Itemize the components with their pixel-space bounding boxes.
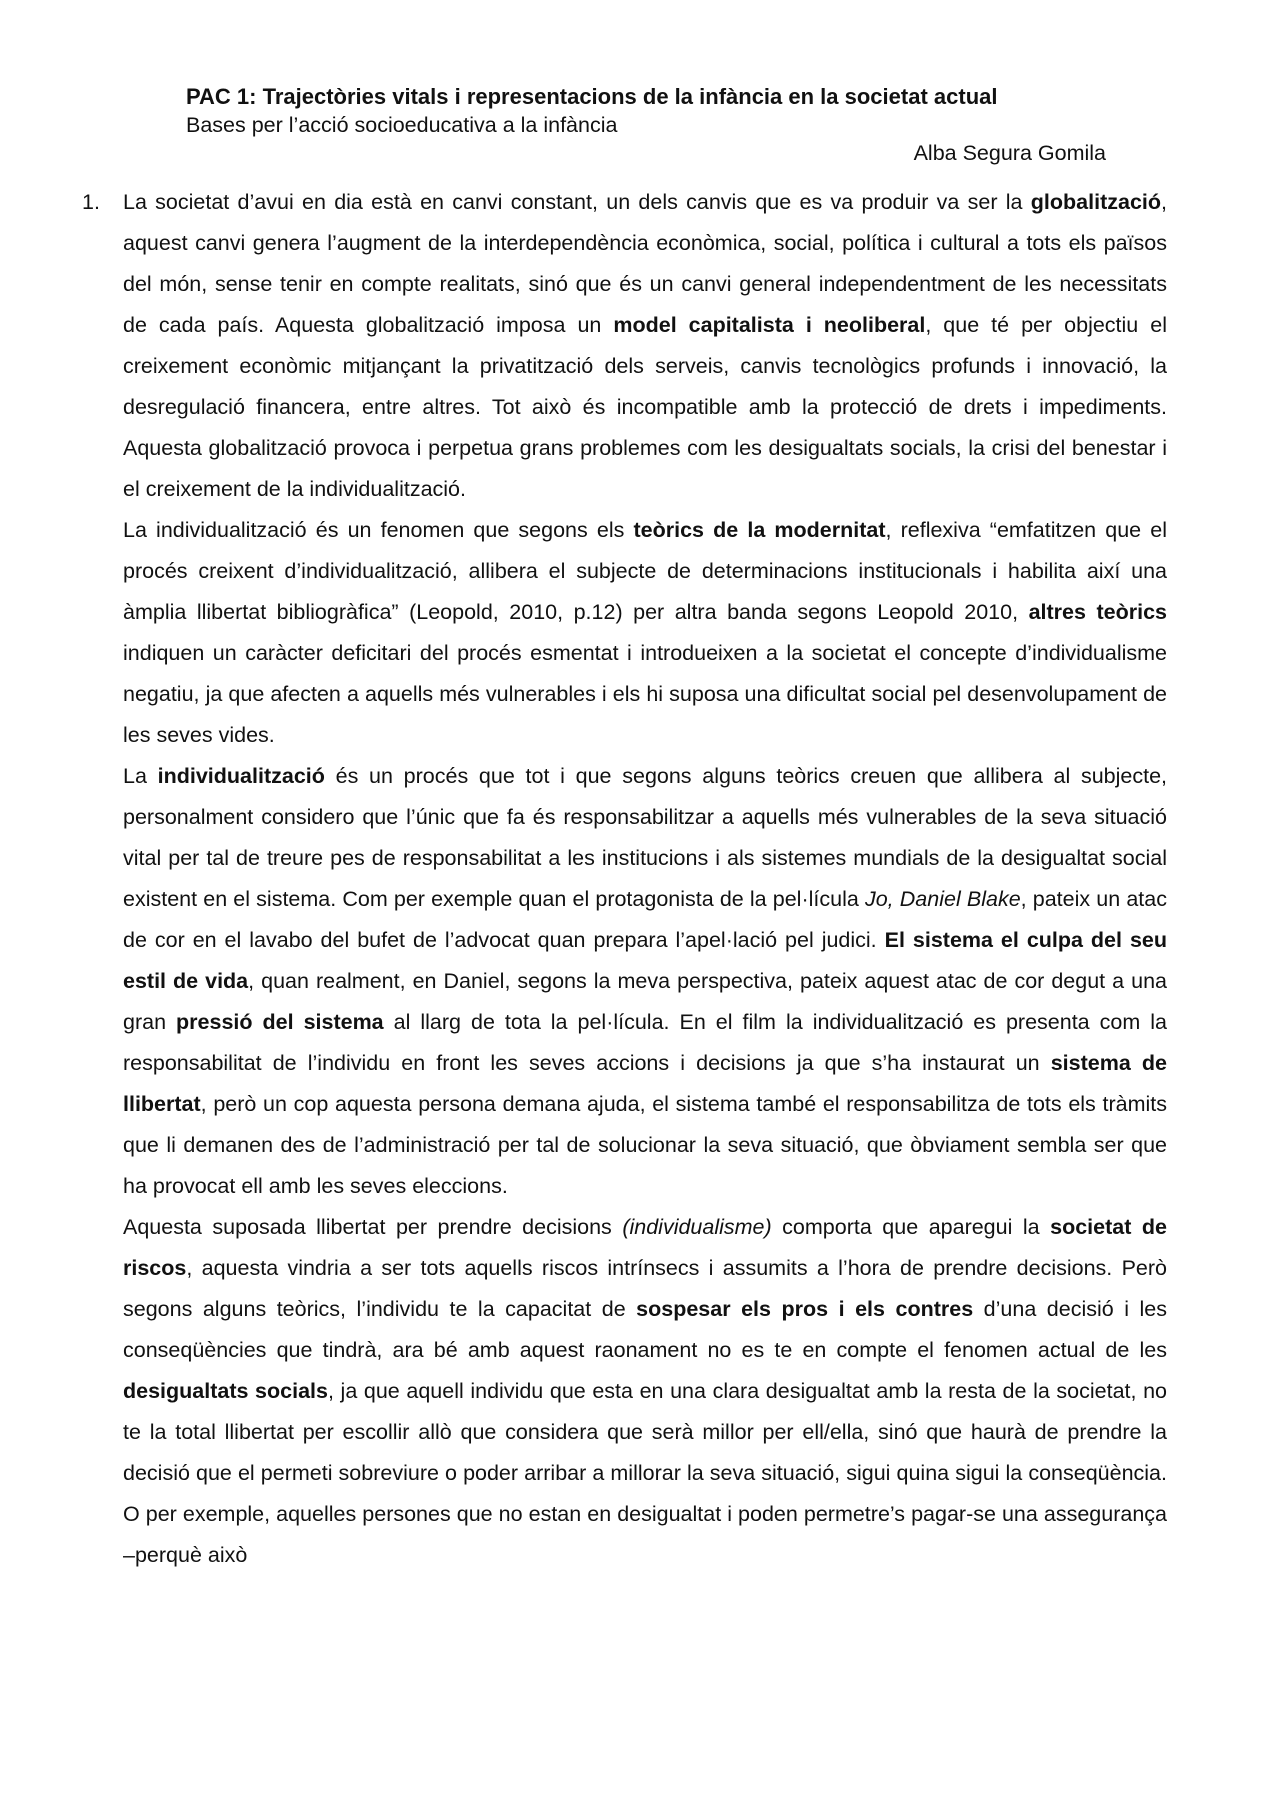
paragraph-2 [123,510,1167,756]
text-run: , aquest canvi genera l’augment de la interdependència econòmica, social, política i cultural a tots els països del món, sense tenir en compte realitats, sinó que és un canvi general independentment de les necessitats de cada país. Aquesta globalització imposa un [123,190,1167,337]
bold-text: altres teòrics [1028,600,1167,624]
text-run: La societat d’avui en dia està en canvi constant, un dels canvis que es va produir va ser la [123,190,1031,214]
document-body [123,182,1167,1576]
text-run: La individualització és un fenomen que segons els [123,518,634,542]
paragraph-1 [123,182,1167,510]
paragraph-4 [123,1207,1167,1576]
paragraph-3 [123,756,1167,1207]
text-run: és un procés que tot i que segons alguns teòrics creuen que allibera al subjecte, personalment considero que l’únic que fa és responsabilitzar a aquells més vulnerables de la seva situació vital per tal de treure pes de responsabilitat a les institucions i als sistemes mundials de la desigualtat social existent en el sistema. Com per exemple quan el protagonista de la pel·lícula [123,764,1167,911]
text-run: d’una decisió i les conseqüències que tindrà, ara bé amb aquest raonament no es te en compte el fenomen actual de les [123,1297,1167,1362]
text-run: , reflexiva “emfatitzen que el procés creixent d’individualització, allibera el subjecte de determinacions institucionals i habilita així una àmplia llibertat bibliogràfica” (Leopold, 2010, p.12) per altra banda segons Leopold 2010, [123,518,1167,624]
bold-text: globalització [1030,190,1162,214]
bold-text: El sistema el culpa del seu estil de vida [123,928,1167,993]
bold-text: sospesar els pros i els contres [636,1297,974,1321]
text-run: , però un cop aquesta persona demana ajuda, el sistema també el responsabilitza de tots els tràmits que li demanen des de l’administració per tal de solucionar la seva situació, que òbviament sembla ser que ha provocat ell amb les seves eleccions. [123,1092,1167,1198]
bold-text: societat de riscos [123,1215,1167,1280]
document-title: PAC 1: Trajectòries vitals i representacions de la infància en la societat actual [186,84,998,109]
bold-text: pressió del sistema [176,1010,384,1034]
text-run: , aquesta vindria a ser tots aquells riscos intrínsecs i assumits a l’hora de prendre decisions. Però segons alguns teòrics, l’individu te la capacitat de [123,1256,1167,1321]
text-run: , pateix un atac de cor en el lavabo del bufet de l’advocat quan prepara l’apel·lació pel judici. [123,887,1167,952]
text-run: , que té per objectiu el creixement econòmic mitjançant la privatització dels serveis, canvis tecnològics profunds i innovació, la desregulació financera, entre altres. Tot això és incompatible amb la protecció de drets i impediments. Aquesta globalització provoca i perpetua grans problemes com les desigualtats socials, la crisi del benestar i el creixement de la individualització. [123,313,1167,501]
text-run: , quan realment, en Daniel, segons la meva perspectiva, pateix aquest atac de cor degut a una gran [123,969,1167,1034]
text-run: Aquesta suposada llibertat per prendre decisions [123,1215,623,1239]
italic-text: (individualisme) [622,1215,772,1239]
bold-text: individualització [157,764,325,788]
document-subtitle: Bases per l’acció socioeducativa a la infància [186,113,618,137]
text-run: indiquen un caràcter deficitari del procés esmentat i introdueixen a la societat el concepte d’individualisme negatiu, ja que afecten a aquells més vulnerables i els hi suposa una dificultat social pel desenvolupament de les seves vides. [123,641,1167,747]
author-name: Alba Segura Gomila [913,141,1106,165]
text-run: La [123,764,158,788]
italic-text: Jo, Daniel Blake [864,887,1021,911]
text-run: al llarg de tota la pel·lícula. En el film la individualització es presenta com la responsabilitat de l’individu en front les seves accions i decisions ja que s’ha instaurat un [123,1010,1167,1075]
text-run: comporta que aparegui la [771,1215,1051,1239]
bold-text: model capitalista i neoliberal [613,313,926,337]
bold-text: teòrics de la modernitat [633,518,886,542]
bold-text: desigualtats socials [123,1379,328,1403]
text-run: , ja que aquell individu que esta en una clara desigualtat amb la resta de la societat, no te la total llibertat per escollir allò que considera que serà millor per ell/ella, sinó que haurà de prendre la decisió que el permeti sobreviure o poder arribar a millorar la seva situació, sigui quina sigui la conseqüència. O per exemple, aquelles persones que no estan en desigualtat i poden permetre’s pagar-se una assegurança –perquè això [123,1379,1167,1567]
list-number: 1. [82,190,100,214]
bold-text: sistema de llibertat [123,1051,1167,1116]
